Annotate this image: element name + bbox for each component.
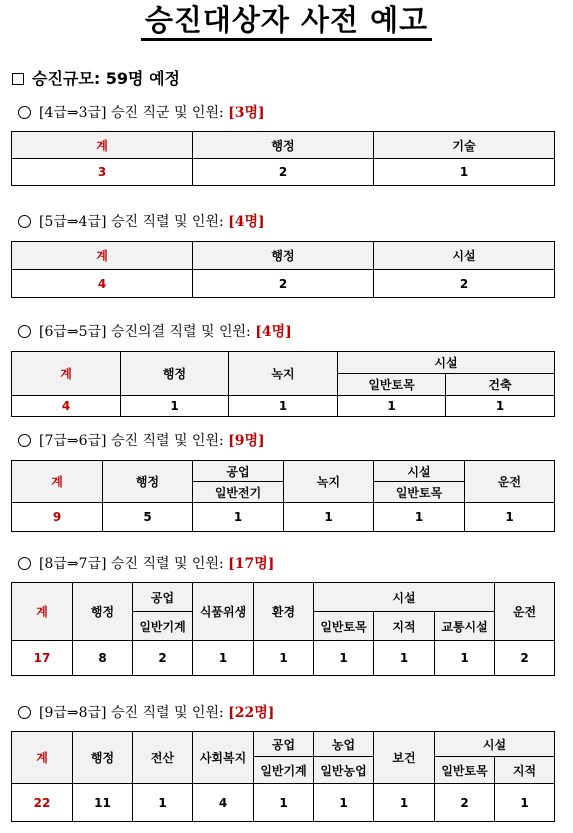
value-civil: 1 xyxy=(338,396,446,417)
header-health: 보건 xyxy=(374,732,435,784)
table-7to6 xyxy=(11,460,555,532)
page-title: 승진대상자 사전 예고 xyxy=(0,2,573,41)
section-count: [9명] xyxy=(228,433,265,449)
header-civil: 일반토목 xyxy=(338,374,446,396)
header-survey: 지적 xyxy=(374,612,435,641)
value-total: 22 xyxy=(12,784,73,822)
value-civil: 2 xyxy=(435,784,495,822)
checkbox-square-icon xyxy=(12,73,24,85)
section-count: [3명] xyxy=(228,105,265,121)
header-total: 계 xyxy=(12,242,193,270)
header-electrical: 일반전기 xyxy=(193,482,284,503)
section-heading-4to3: [4급⇒3급] 승진 직군 및 인원: [3명] xyxy=(18,102,265,122)
value-admin: 1 xyxy=(121,396,229,417)
scale-text: 승진규모: 59명 예정 xyxy=(32,69,180,88)
section-heading-9to8: [9급⇒8급] 승진 직렬 및 인원: [22명] xyxy=(18,702,274,722)
value-civil: 1 xyxy=(374,503,465,532)
circle-bullet-icon xyxy=(18,706,31,719)
value-architecture: 1 xyxy=(446,396,555,417)
header-admin: 행정 xyxy=(103,461,193,503)
header-total: 계 xyxy=(12,461,103,503)
value-total: 9 xyxy=(12,503,103,532)
value-computing: 1 xyxy=(133,784,193,822)
header-food-hygiene: 식품위생 xyxy=(193,583,254,641)
header-traffic-facility: 교통시설 xyxy=(435,612,495,641)
value-green: 1 xyxy=(229,396,338,417)
value-health: 1 xyxy=(374,784,435,822)
value-technical: 1 xyxy=(374,159,555,186)
value-survey: 1 xyxy=(374,641,435,676)
header-facility: 시설 xyxy=(374,461,465,482)
value-facility: 2 xyxy=(374,270,555,298)
value-total: 3 xyxy=(12,159,193,186)
header-social-welfare: 사회복지 xyxy=(193,732,254,784)
value-electrical: 1 xyxy=(193,503,284,532)
header-driving: 운전 xyxy=(495,583,555,641)
header-mechanical: 일반기계 xyxy=(133,612,193,641)
table-5to4 xyxy=(11,241,555,298)
value-social-welfare: 4 xyxy=(193,784,254,822)
header-green: 녹지 xyxy=(229,352,338,396)
header-civil: 일반토목 xyxy=(374,482,465,503)
header-industry: 공업 xyxy=(133,583,193,612)
header-industry: 공업 xyxy=(193,461,284,482)
header-facility: 시설 xyxy=(435,732,555,757)
header-architecture: 건축 xyxy=(446,374,555,396)
section-count: [22명] xyxy=(228,705,275,721)
value-total: 17 xyxy=(12,641,73,676)
table-6to5 xyxy=(11,351,555,417)
section-heading-5to4: [5급⇒4급] 승진 직렬 및 인원: [4명] xyxy=(18,211,265,231)
header-admin: 행정 xyxy=(193,242,374,270)
value-driving: 2 xyxy=(495,641,555,676)
header-survey: 지적 xyxy=(495,757,555,784)
value-environment: 1 xyxy=(254,641,314,676)
section-heading-8to7: [8급⇒7급] 승진 직렬 및 인원: [17명] xyxy=(18,553,274,573)
table-9to8 xyxy=(11,731,555,822)
value-admin: 8 xyxy=(73,641,133,676)
header-total: 계 xyxy=(12,583,73,641)
header-admin: 행정 xyxy=(73,732,133,784)
header-admin: 행정 xyxy=(73,583,133,641)
value-civil: 1 xyxy=(314,641,374,676)
header-civil: 일반토목 xyxy=(314,612,374,641)
value-food-hygiene: 1 xyxy=(193,641,254,676)
header-facility: 시설 xyxy=(314,583,495,612)
table-8to7 xyxy=(11,582,555,676)
value-mechanical: 2 xyxy=(133,641,193,676)
circle-bullet-icon xyxy=(18,215,31,228)
circle-bullet-icon xyxy=(18,434,31,447)
section-count: [4명] xyxy=(228,214,265,230)
header-total: 계 xyxy=(12,352,121,396)
value-admin: 2 xyxy=(193,159,374,186)
section-heading-6to5: [6급⇒5급] 승진의결 직렬 및 인원: [4명] xyxy=(18,321,292,341)
header-computing: 전산 xyxy=(133,732,193,784)
header-admin: 행정 xyxy=(193,132,374,159)
header-driving: 운전 xyxy=(465,461,555,503)
value-admin: 11 xyxy=(73,784,133,822)
value-admin: 2 xyxy=(193,270,374,298)
header-agriculture: 농업 xyxy=(314,732,374,757)
header-technical: 기술 xyxy=(374,132,555,159)
header-green: 녹지 xyxy=(284,461,374,503)
value-driving: 1 xyxy=(465,503,555,532)
value-total: 4 xyxy=(12,396,121,417)
value-survey: 1 xyxy=(495,784,555,822)
circle-bullet-icon xyxy=(18,106,31,119)
value-total: 4 xyxy=(12,270,193,298)
section-count: [4명] xyxy=(255,324,292,340)
header-civil: 일반토목 xyxy=(435,757,495,784)
circle-bullet-icon xyxy=(18,557,31,570)
header-facility: 시설 xyxy=(374,242,555,270)
value-green: 1 xyxy=(284,503,374,532)
header-total: 계 xyxy=(12,132,193,159)
header-general-agriculture: 일반농업 xyxy=(314,757,374,784)
circle-bullet-icon xyxy=(18,325,31,338)
value-general-agriculture: 1 xyxy=(314,784,374,822)
header-industry: 공업 xyxy=(254,732,314,757)
header-facility: 시설 xyxy=(338,352,555,374)
section-heading-7to6: [7급⇒6급] 승진 직렬 및 인원: [9명] xyxy=(18,430,265,450)
promotion-scale xyxy=(12,66,180,89)
header-total: 계 xyxy=(12,732,73,784)
section-count: [17명] xyxy=(228,556,275,572)
header-mechanical: 일반기계 xyxy=(254,757,314,784)
value-traffic-facility: 1 xyxy=(435,641,495,676)
table-4to3 xyxy=(11,131,555,186)
header-environment: 환경 xyxy=(254,583,314,641)
value-mechanical: 1 xyxy=(254,784,314,822)
value-admin: 5 xyxy=(103,503,193,532)
header-admin: 행정 xyxy=(121,352,229,396)
